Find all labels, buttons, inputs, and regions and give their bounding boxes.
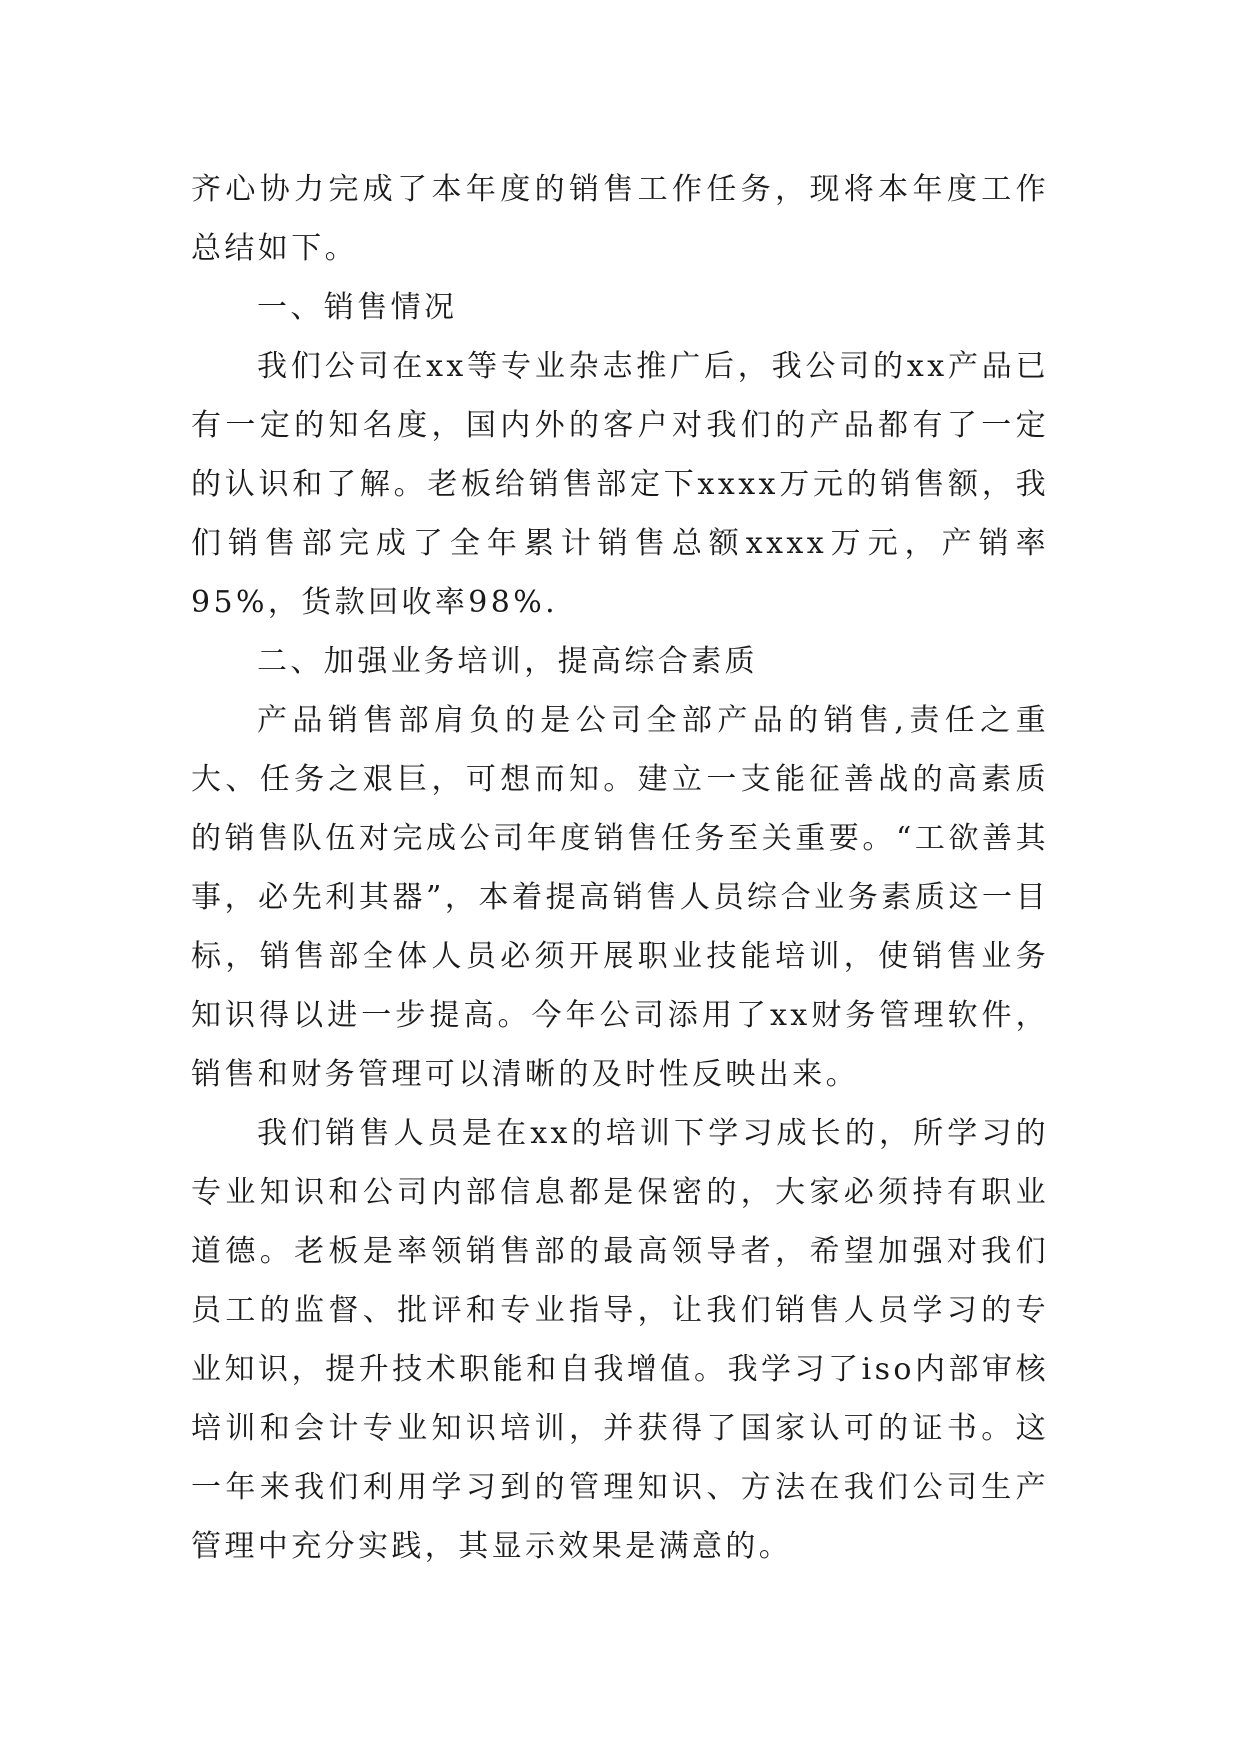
document-body (191, 160, 1049, 1576)
learning-paragraph: 我们销售人员是在xx的培训下学习成长的，所学习的专业知识和公司内部信息都是保密的，大家必须持有职业道德。老板是率领销售部的最高领导者，希望加强对我们员工的监督、批评和专业指导，让我们销售人员学习的专业知识，提升技术职能和自我增值。我学习了iso内部审核培训和会计专业知识培训，并获得了国家认可的证书。这一年来我们利用学习到的管理知识、方法在我们公司生产管理中充分实践，其显示效果是满意的。 (191, 1116, 1049, 1564)
sales-paragraph: 我们公司在xx等专业杂志推广后，我公司的xx产品已有一定的知名度，国内外的客户对我们的产品都有了一定的认识和了解。老板给销售部定下xxxx万元的销售额，我们销售部完成了全年累计销售总额xxxx万元，产销率95%，货款回收率98%. (191, 349, 1049, 620)
section-heading-sales: 一、销售情况 (257, 290, 458, 325)
training-paragraph: 产品销售部肩负的是公司全部产品的销售,责任之重大、任务之艰巨，可想而知。建立一支能征善战的高素质的销售队伍对完成公司年度销售任务至关重要。“工欲善其事，必先利其器”，本着提高销售人员综合业务素质这一目标，销售部全体人员必须开展职业技能培训，使销售业务知识得以进一步提高。今年公司添用了xx财务管理软件，销售和财务管理可以清晰的及时性反映出来。 (191, 703, 1049, 1092)
intro-paragraph: 齐心协力完成了本年度的销售工作任务，现将本年度工作总结如下。 (191, 172, 1049, 266)
section-heading-training: 二、加强业务培训，提高综合素质 (257, 644, 758, 679)
